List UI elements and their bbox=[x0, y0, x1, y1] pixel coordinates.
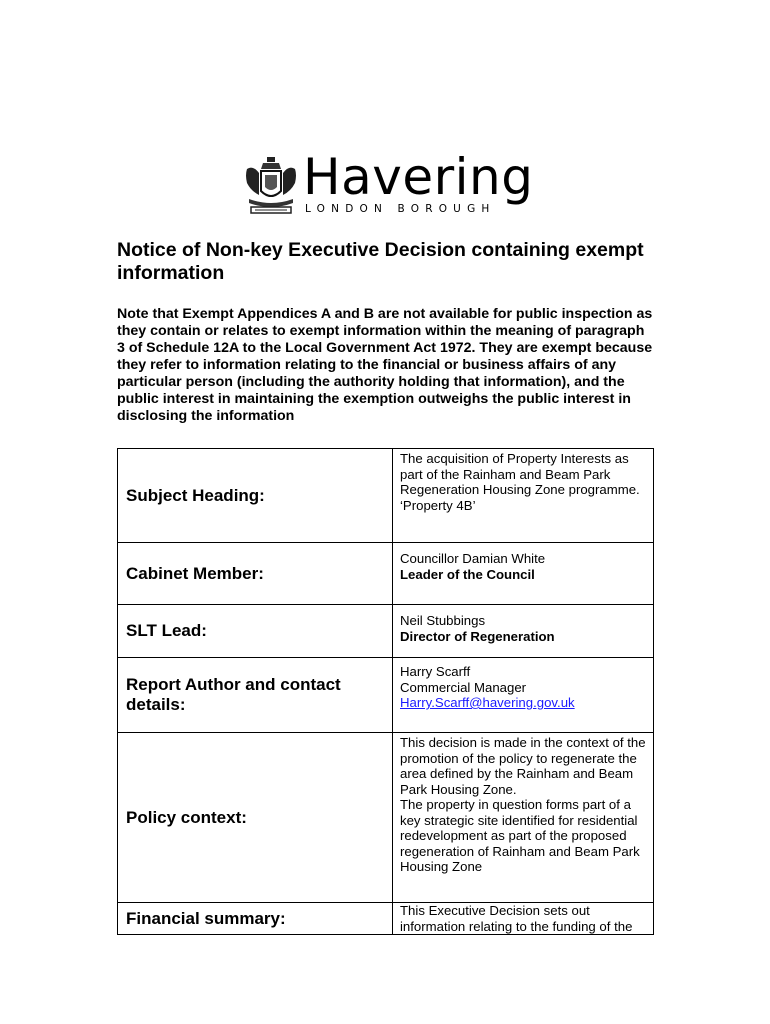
cabinet-member-value bbox=[393, 543, 654, 605]
financial-summary-label: Financial summary: bbox=[118, 903, 393, 935]
decision-table bbox=[117, 448, 654, 935]
subject-text: The acquisition of Property Interests as part of the Rainham and Beam Park Regeneration Housing Zone programme. ‘Property 4B’ bbox=[400, 451, 640, 513]
cabinet-member-label: Cabinet Member: bbox=[118, 543, 393, 605]
report-author-value bbox=[393, 658, 654, 733]
table-row bbox=[118, 605, 654, 658]
subject-heading-value bbox=[393, 449, 654, 543]
exempt-note: Note that Exempt Appendices A and B are not available for public inspection as they contain or relates to exempt information within the meaning of paragraph 3 of Schedule 12A to the Local Government Act 1972. They are exempt because they refer to information relating to the financial or business affairs of any particular person (including the authority holding that information), and the public interest in maintaining the exemption outweighs the public interest in disclosing the information bbox=[117, 306, 653, 424]
table-row bbox=[118, 733, 654, 903]
slt-lead-role: Director of Regeneration bbox=[400, 628, 555, 644]
cabinet-member-name: Councillor Damian White bbox=[400, 551, 546, 566]
table-row bbox=[118, 658, 654, 733]
document-title: Notice of Non-key Executive Decision containing exempt information bbox=[117, 239, 644, 284]
financial-summary-text: This Executive Decision sets out information relating to the funding of the bbox=[400, 903, 633, 934]
table-row bbox=[118, 903, 654, 935]
report-author-email-link[interactable]: Harry.Scarff@havering.gov.uk bbox=[400, 695, 575, 710]
policy-context-value bbox=[393, 733, 654, 903]
slt-lead-label: SLT Lead: bbox=[118, 605, 393, 658]
logo-wordmark: Havering bbox=[303, 148, 534, 206]
table-row bbox=[118, 449, 654, 543]
slt-lead-value bbox=[393, 605, 654, 658]
report-author-name: Harry Scarff bbox=[400, 664, 471, 679]
table-row bbox=[118, 543, 654, 605]
slt-lead-name: Neil Stubbings bbox=[400, 613, 486, 628]
coat-of-arms-icon bbox=[243, 155, 299, 217]
havering-logo bbox=[243, 148, 534, 223]
financial-summary-value bbox=[393, 903, 654, 935]
report-author-role: Commercial Manager bbox=[400, 679, 527, 695]
policy-context-para-1: This decision is made in the context of the promotion of the policy to regenerate the area defined by the Rainham and Beam Park Housing Zone. bbox=[400, 735, 646, 797]
report-author-label: Report Author and contact details: bbox=[118, 658, 393, 733]
policy-context-para-2: The property in question forms part of a key strategic site identified for residential redevelopment as part of the proposed regeneration of Rainham and Beam Park Housing Zone bbox=[400, 797, 640, 874]
logo-subtitle: LONDON BOROUGH bbox=[305, 203, 496, 215]
cabinet-member-role: Leader of the Council bbox=[400, 566, 535, 582]
policy-context-label: Policy context: bbox=[118, 733, 393, 903]
subject-heading-label: Subject Heading: bbox=[118, 449, 393, 543]
